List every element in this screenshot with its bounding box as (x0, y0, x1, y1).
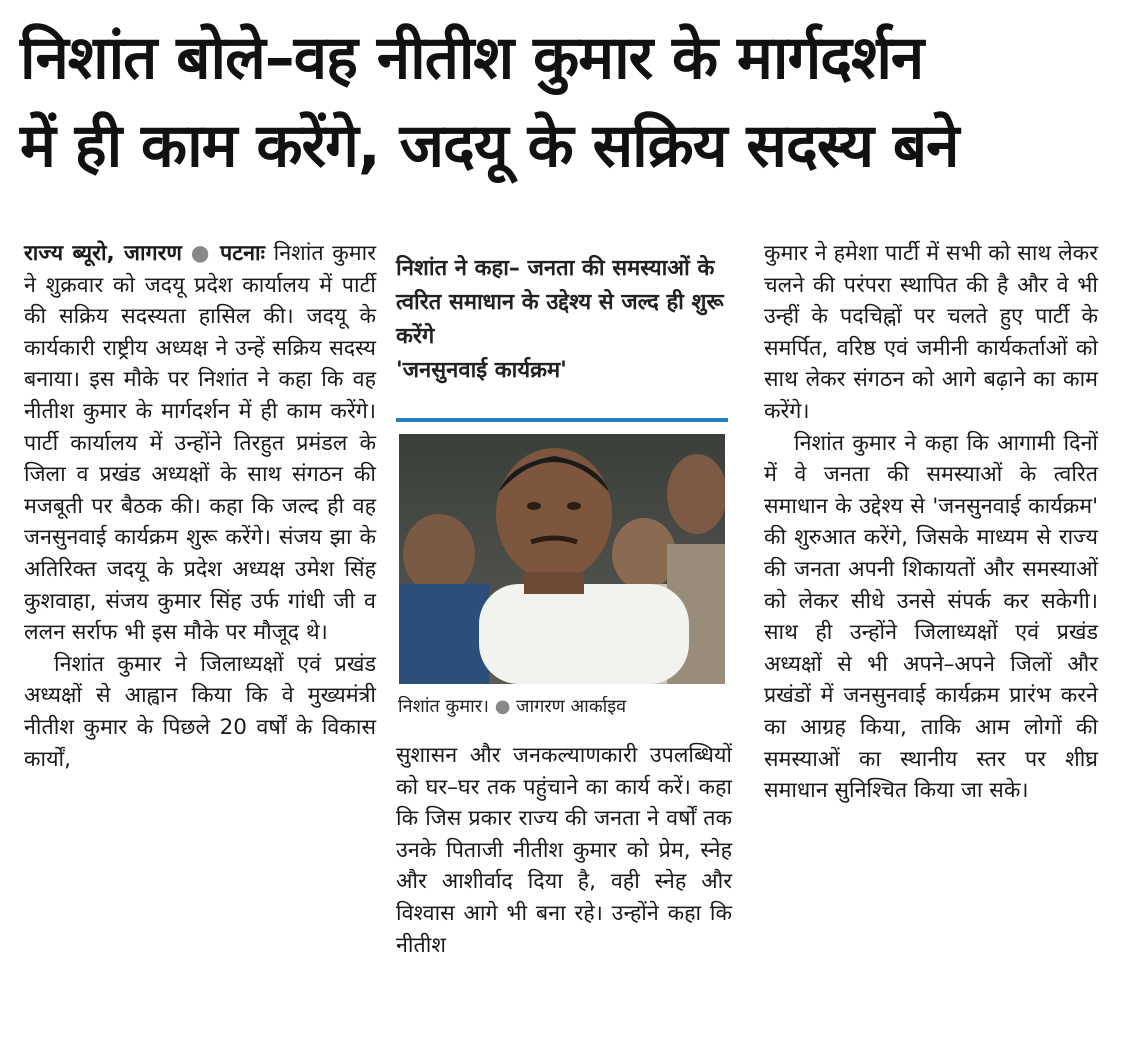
article-column-3 (764, 238, 1098, 807)
caption-source: जागरण आर्काइव (516, 696, 627, 717)
pull-quote (396, 252, 732, 388)
article-paragraph (24, 238, 376, 649)
bullet-dot-icon: ● (494, 696, 511, 717)
article-paragraph: सुशासन और जनकल्याणकारी उपलब्धियों को घर–घर तक पहुंचाने का कार्य करें। कहा कि जिस प्रकार राज्य की जनता ने वर्षों तक उनके पिताजी नीतीश कुमार को प्रेम, स्नेह और आशीर्वाद दिया है, वही स्नेह और विश्वास आगे भी बना रहे। उन्होंने कहा कि नीतीश (396, 743, 732, 958)
caption-name: निशांत कुमार। (398, 696, 489, 717)
pull-quote-program: 'जनसुनवाई कार्यक्रम' (396, 358, 567, 383)
article-paragraph: निशांत कुमार ने कहा कि आगामी दिनों में वे जनता की समस्याओं के त्वरित समाधान के उद्देश्य से 'जनसुनवाई कार्यक्रम' की शुरुआत करेंगे, जिसके माध्यम से राज्य की जनता अपनी शिकायतों और समस्याओं को लेकर सीधे उनसे संपर्क कर सकेगी। साथ ही उन्होंने जिलाध्यक्षों एवं प्रखंड अध्यक्षों से भी अपने–अपने जिलों और प्रखंडों में जनसुनवाई कार्यक्रम प्रारंभ करने का आग्रह किया, ताकि आम लोगों की समस्याओं का स्थानीय स्तर पर शीघ्र समाधान सुनिश्चित किया जा सके। (764, 430, 1098, 804)
dateline-place: पटनाः (220, 241, 265, 266)
pull-quote-text: निशांत ने कहा– जनता की समस्याओं के त्वरित समाधान के उद्देश्य से जल्द ही शुरू करेंगे (396, 256, 724, 349)
bullet-dot-icon: ● (190, 241, 212, 266)
dateline: राज्य ब्यूरो, जागरण (24, 241, 182, 266)
headline (20, 14, 1110, 190)
article-paragraph: निशांत कुमार ने जिलाध्यक्षों एवं प्रखंड अध्यक्षों से आह्वान किया कि वे मुख्यमंत्री नीतीश कुमार के पिछले 20 वर्षों के विकास कार्यों, (24, 651, 376, 772)
portrait-illustration (399, 434, 725, 684)
photo-caption (398, 694, 728, 720)
article-column-1 (24, 238, 376, 775)
news-photo (399, 434, 725, 684)
headline-line-1: निशांत बोले–वह नीतीश कुमार के मार्गदर्शन (20, 23, 924, 93)
pull-quote-rule (396, 418, 728, 422)
article-text: निशांत कुमार ने शुक्रवार को जदयू प्रदेश कार्यालय में पार्टी की सक्रिय सदस्यता हासिल की। जदयू के कार्यकारी राष्ट्रीय अध्यक्ष ने उन्हें सक्रिय सदस्य बनाया। इस मौके पर निशांत ने कहा कि वह नीतीश कुमार के मार्गदर्शन में ही काम करेंगे। पार्टी कार्यालय में उन्होंने तिरहुत प्रमंडल के जिला व प्रखंड अध्यक्षों के साथ संगठन की मजबूती पर बैठक की। कहा कि जल्द ही वह जनसुनवाई कार्यक्रम शुरू करेंगे। संजय झा के अतिरिक्त जदयू के प्रदेश अध्यक्ष उमेश सिंह कुशवाहा, संजय कुमार सिंह उर्फ गांधी जी व ललन सर्राफ भी इस मौके पर मौजूद थे। (24, 241, 376, 646)
article-paragraph: कुमार ने हमेशा पार्टी में सभी को साथ लेकर चलने की परंपरा स्थापित की है और वे भी उन्हीं के पदचिह्नों पर चलते हुए पार्टी के समर्पित, वरिष्ठ एवं जमीनी कार्यकर्ताओं को साथ लेकर संगठन को आगे बढ़ाने का काम करेंगे। (764, 241, 1098, 424)
article-column-2 (396, 740, 732, 961)
headline-line-2: में ही काम करेंगे, जदयू के सक्रिय सदस्य बने (20, 111, 959, 181)
